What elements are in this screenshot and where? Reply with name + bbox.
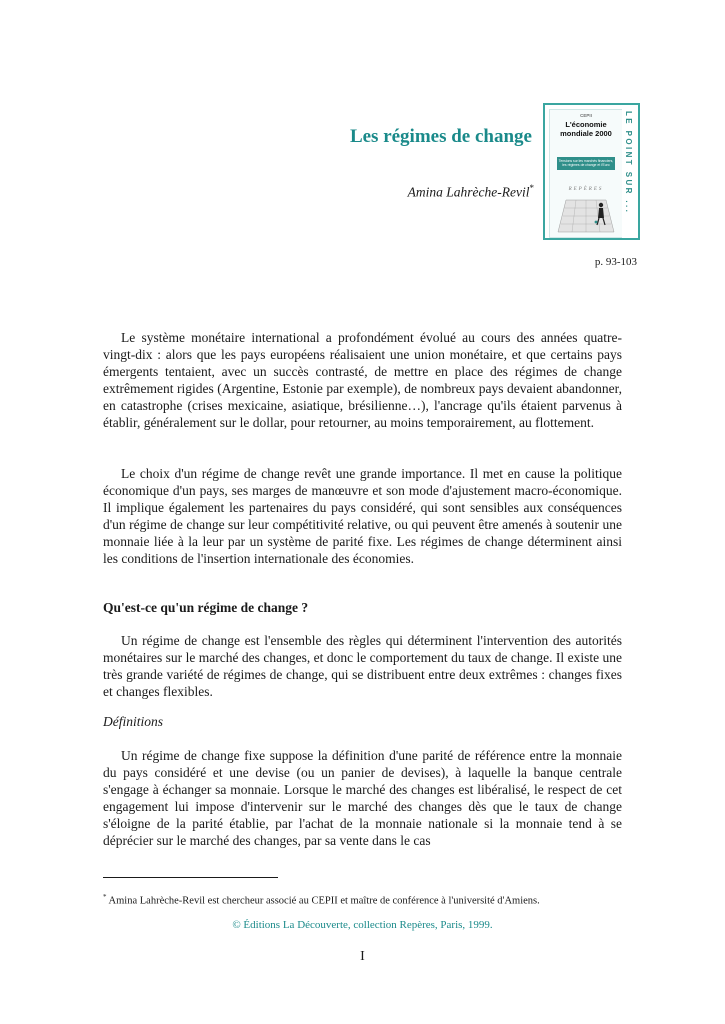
footnote-mark: * [103, 893, 107, 901]
book-cover [543, 103, 640, 240]
paragraph-definition: Un régime de change est l'ensemble des règles qui déterminent l'intervention des autorités monétaires sur le marché des changes, et donc le comportement du taux de change. Il existe une très grande variété de régimes de change, qui se distribuent entre deux extrêmes : changes fixes et changes flexibles. [103, 633, 622, 699]
footnote-divider [103, 877, 278, 878]
paragraph-intro: Le système monétaire international a profondément évolué au cours des années quatre-vingt-dix : alors que les pays européens réalisaient une union monétaire, et que certains pays émergents tentaient, avec un succès contrasté, de mettre en place des régimes de change extrêmement rigides (Argentine, Estonie par exemple), de nombreux pays devaient abandonner, en catastrophe (crises mexicaine, asiatique, brésilienne…), l'ancrage qu'ils étaient parvenus à établir, généralement sur le dollar, pour retourner, au moins temporairement, au flottement. [103, 330, 622, 430]
cover-series-band [622, 105, 638, 238]
cover-front [549, 109, 623, 238]
author-line [408, 183, 534, 201]
cover-illustration [552, 194, 620, 234]
author-name: Amina Lahrèche-Revil [407, 184, 530, 200]
page-number: I [360, 949, 365, 964]
cover-publisher: CEPII [580, 113, 592, 118]
page-range: p. 93-103 [594, 256, 637, 268]
footnote-text: Amina Lahrèche-Revil est chercheur associé au CEPII et maître de conférence à l'université d'Amiens. [108, 895, 540, 907]
paragraph-choice: Le choix d'un régime de change revêt une grande importance. Il met en cause la politique économique d'un pays, ses marges de manœuvre et son mode d'ajustement macro-économique. Il implique également les partenaires du pays considéré, qui sont sensibles aux conséquences d'un régime de change sur leur compétitivité relative, ou qui peuvent être amenés à soutenir une monnaie liée à la leur par un système de parité fixe. Les régimes de change déterminent ainsi les conditions de l'insertion internationale des économies. [103, 466, 622, 566]
footnote [103, 893, 540, 907]
cover-series: REPÈRES [568, 187, 604, 192]
copyright-notice: © Éditions La Découverte, collection Repères, Paris, 1999. [232, 919, 493, 931]
cover-title: L'économie mondiale 2000 [560, 120, 612, 138]
cover-subtitle: Tensions sur les marchés financiers, les régimes de change et l'Euro [557, 157, 615, 170]
section-heading: Qu'est-ce qu'un régime de change ? [103, 600, 309, 615]
author-footnote-mark: * [529, 183, 534, 193]
paragraph-fixed-regime: Un régime de change fixe suppose la définition d'une parité de référence entre la monnaie du pays considéré et une devise (ou un panier de devises), à laquelle la banque centrale s'engage à échanger sa monnaie. Lorsque le marché des changes est libéralisé, le respect de cet engagement lui impose d'intervenir sur le marché des changes dès que le taux de change s'éloigne de la parité établie, par l'achat de la monnaie nationale si la monnaie tend à se déprécier sur le marché des changes, par sa vente dans le cas [103, 748, 622, 848]
document-title: Les régimes de change [349, 126, 532, 147]
subsection-heading: Définitions [103, 714, 163, 729]
cover-band-text: LE POINT SUR ... [624, 111, 633, 215]
